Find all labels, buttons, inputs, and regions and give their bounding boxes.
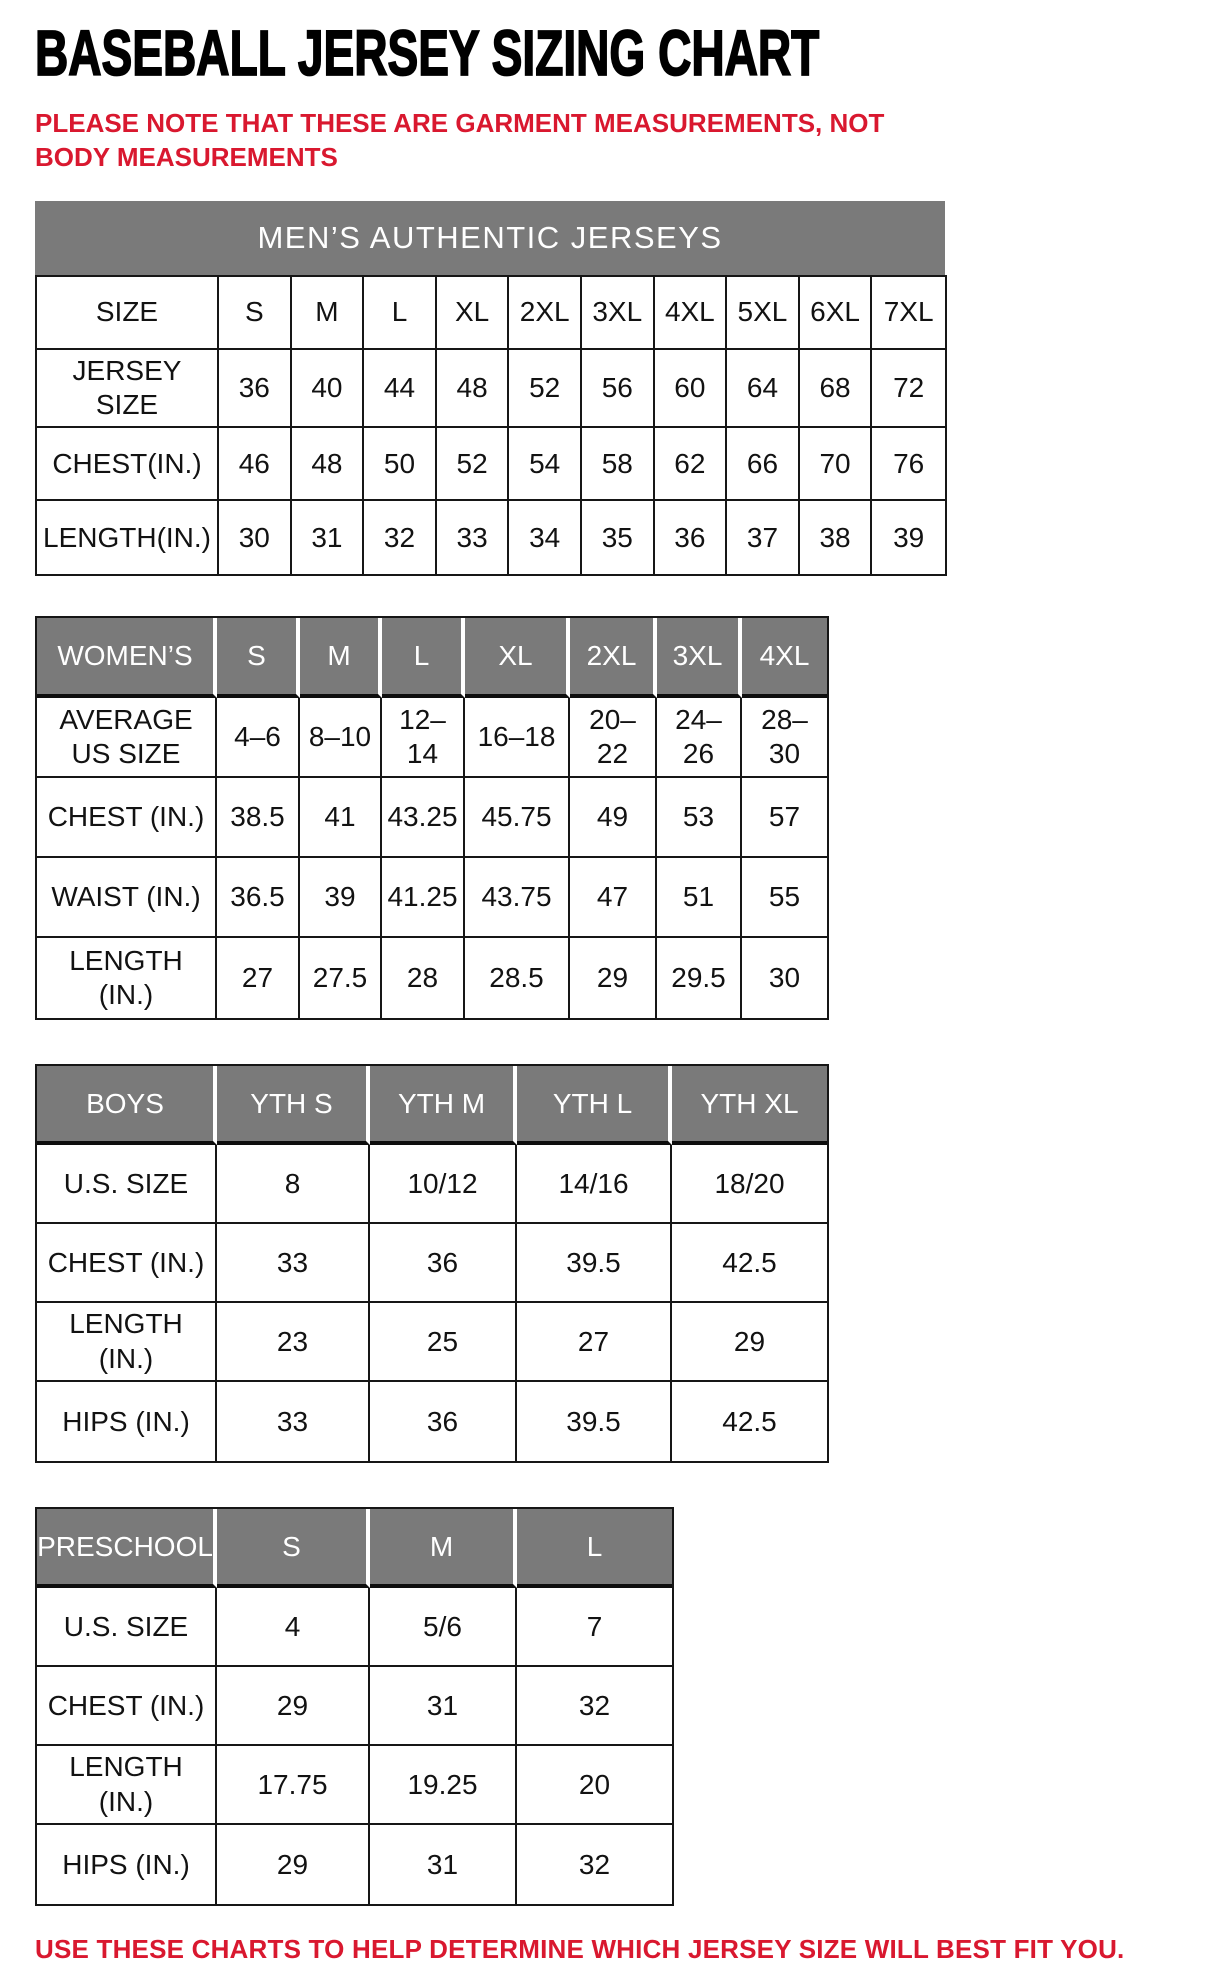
boys-value-cell: 25	[370, 1303, 517, 1382]
mens-value-cell: 30	[219, 501, 292, 574]
mens-column-header: 2XL	[509, 277, 582, 350]
womens-column-header: 3XL	[657, 618, 742, 698]
womens-value-cell: 29	[570, 938, 657, 1018]
preschool-column-header: M	[370, 1509, 517, 1588]
mens-column-header: S	[219, 277, 292, 350]
womens-column-header: 2XL	[570, 618, 657, 698]
preschool-row-label: HIPS (IN.)	[37, 1825, 217, 1904]
mens-jerseys-table	[35, 201, 1185, 576]
mens-value-cell: 58	[582, 428, 655, 501]
mens-column-header: L	[364, 277, 437, 350]
boys-column-header: BOYS	[37, 1066, 217, 1145]
womens-value-cell: 27	[217, 938, 300, 1018]
womens-column-header: M	[300, 618, 382, 698]
mens-value-cell: 38	[800, 501, 873, 574]
boys-value-cell: 18/20	[672, 1145, 827, 1224]
page-title: BASEBALL JERSEY SIZING CHART	[35, 17, 820, 89]
boys-column-header: YTH M	[370, 1066, 517, 1145]
womens-column-header: 4XL	[742, 618, 827, 698]
mens-value-cell: 39	[893, 521, 925, 553]
mens-column-header: 4XL	[655, 277, 728, 350]
womens-value-cell: 41	[300, 778, 382, 858]
preschool-value-cell: 4	[217, 1588, 370, 1667]
mens-column-header: 5XL	[727, 277, 800, 350]
preschool-value-cell: 5/6	[370, 1588, 517, 1667]
mens-column-header: XL	[437, 277, 510, 350]
womens-value-cell: 4–6	[217, 698, 300, 778]
womens-value-cell: 45.75	[465, 778, 570, 858]
boys-value-cell: 8	[217, 1145, 370, 1224]
mens-value-cell: 50	[364, 428, 437, 501]
preschool-value-cell: 7	[517, 1588, 672, 1667]
boys-value-cell: 42.5	[672, 1224, 827, 1303]
womens-column-header: WOMEN’S	[37, 618, 217, 698]
boys-value-cell: 14/16	[517, 1145, 672, 1224]
boys-value-cell: 36	[370, 1224, 517, 1303]
boys-jerseys-table	[35, 1064, 1185, 1463]
womens-grid	[35, 616, 829, 1020]
mens-value-cell: 40	[292, 350, 365, 428]
boys-value-cell: 42.5	[722, 1405, 777, 1437]
womens-value-cell: 36.5	[217, 858, 300, 938]
mens-value-cell: 46	[219, 428, 292, 501]
preschool-column-header: S	[217, 1509, 370, 1588]
preschool-column-header: L	[517, 1509, 672, 1588]
preschool-row-label: CHEST (IN.)	[37, 1667, 217, 1746]
boys-column-header: YTH S	[217, 1066, 370, 1145]
preschool-value-cell: 32	[578, 1848, 611, 1880]
womens-row-label: AVERAGE US SIZE	[37, 698, 217, 778]
mens-value-cell: 76	[872, 428, 945, 501]
womens-value-cell: 55	[742, 858, 827, 938]
mens-value-cell: 35	[582, 501, 655, 574]
boys-value-cell: 23	[217, 1303, 370, 1382]
mens-value-cell: 66	[727, 428, 800, 501]
preschool-value-cell: 20	[517, 1746, 672, 1825]
mens-value-cell: 32	[364, 501, 437, 574]
mens-column-header: 7XL	[872, 277, 945, 350]
mens-value-cell: 48	[437, 350, 510, 428]
boys-value-cell: 36	[370, 1382, 517, 1461]
boys-row-label: U.S. SIZE	[37, 1145, 217, 1224]
womens-value-cell: 28.5	[465, 938, 570, 1018]
womens-value-cell: 12–14	[382, 698, 465, 778]
preschool-value-cell: 29	[217, 1825, 370, 1904]
boys-value-cell: 33	[217, 1382, 370, 1461]
womens-value-cell: 41.25	[382, 858, 465, 938]
mens-row-label: JERSEY SIZE	[37, 350, 219, 428]
womens-column-header: L	[382, 618, 465, 698]
preschool-row-label: LENGTH (IN.)	[37, 1746, 217, 1825]
preschool-jerseys-table	[35, 1507, 1185, 1906]
mens-value-cell: 36	[655, 501, 728, 574]
womens-value-cell: 30	[768, 962, 801, 994]
womens-value-cell: 53	[657, 778, 742, 858]
mens-value-cell: 64	[727, 350, 800, 428]
womens-value-cell: 39	[300, 858, 382, 938]
womens-row-label: WAIST (IN.)	[37, 858, 217, 938]
boys-value-cell: 39.5	[517, 1382, 672, 1461]
boys-column-header: YTH XL	[672, 1066, 827, 1145]
mens-value-cell: 36	[219, 350, 292, 428]
womens-value-cell: 27.5	[300, 938, 382, 1018]
mens-value-cell: 60	[655, 350, 728, 428]
womens-row-label: LENGTH (IN.)	[37, 938, 217, 1018]
boys-value-cell: 33	[217, 1224, 370, 1303]
mens-column-header: 3XL	[582, 277, 655, 350]
boys-row-label: CHEST (IN.)	[37, 1224, 217, 1303]
preschool-grid	[35, 1507, 674, 1906]
boys-value-cell: 29	[672, 1303, 827, 1382]
fit-advice-footer: USE THESE CHARTS TO HELP DETERMINE WHICH JERSEY SIZE WILL BEST FIT YOU.	[35, 1934, 1125, 1965]
womens-value-cell: 43.25	[382, 778, 465, 858]
mens-value-cell: 52	[437, 428, 510, 501]
mens-row-label: LENGTH(IN.)	[37, 501, 219, 574]
boys-grid	[35, 1064, 829, 1463]
boys-value-cell: 10/12	[370, 1145, 517, 1224]
boys-value-cell: 39.5	[517, 1224, 672, 1303]
womens-value-cell: 16–18	[465, 698, 570, 778]
womens-value-cell: 28	[382, 938, 465, 1018]
mens-value-cell: 56	[582, 350, 655, 428]
boys-column-header: YTH L	[517, 1066, 672, 1145]
mens-value-cell: 68	[800, 350, 873, 428]
mens-value-cell: 44	[364, 350, 437, 428]
womens-value-cell: 49	[570, 778, 657, 858]
mens-banner: MEN’S AUTHENTIC JERSEYS	[35, 201, 945, 275]
womens-value-cell: 24–26	[657, 698, 742, 778]
mens-value-cell: 33	[437, 501, 510, 574]
womens-value-cell: 43.75	[465, 858, 570, 938]
preschool-value-cell: 32	[517, 1667, 672, 1746]
womens-value-cell: 51	[657, 858, 742, 938]
boys-row-label: HIPS (IN.)	[37, 1382, 217, 1461]
womens-value-cell: 8–10	[300, 698, 382, 778]
boys-row-label: LENGTH (IN.)	[37, 1303, 217, 1382]
mens-grid	[35, 275, 947, 576]
womens-value-cell: 47	[570, 858, 657, 938]
mens-value-cell: 31	[292, 501, 365, 574]
preschool-value-cell: 19.25	[370, 1746, 517, 1825]
mens-value-cell: 37	[727, 501, 800, 574]
womens-value-cell: 29.5	[657, 938, 742, 1018]
mens-column-header: SIZE	[37, 277, 219, 350]
womens-value-cell: 38.5	[217, 778, 300, 858]
mens-column-header: 6XL	[800, 277, 873, 350]
boys-value-cell: 27	[517, 1303, 672, 1382]
mens-value-cell: 52	[509, 350, 582, 428]
mens-value-cell: 54	[509, 428, 582, 501]
mens-value-cell: 34	[509, 501, 582, 574]
womens-row-label: CHEST (IN.)	[37, 778, 217, 858]
womens-column-header: XL	[465, 618, 570, 698]
mens-value-cell: 62	[655, 428, 728, 501]
mens-row-label: CHEST(IN.)	[37, 428, 219, 501]
preschool-row-label: U.S. SIZE	[37, 1588, 217, 1667]
womens-value-cell: 57	[742, 778, 827, 858]
garment-measurements-note: PLEASE NOTE THAT THESE ARE GARMENT MEASUREMENTS, NOT BODY MEASUREMENTS	[35, 108, 885, 172]
mens-column-header: M	[292, 277, 365, 350]
womens-jerseys-table	[35, 616, 1185, 1020]
womens-value-cell: 28–30	[742, 698, 827, 778]
preschool-value-cell: 31	[370, 1667, 517, 1746]
preschool-value-cell: 29	[217, 1667, 370, 1746]
mens-value-cell: 48	[292, 428, 365, 501]
womens-column-header: S	[217, 618, 300, 698]
preschool-value-cell: 17.75	[217, 1746, 370, 1825]
preschool-column-header: PRESCHOOL	[37, 1509, 217, 1588]
womens-value-cell: 20–22	[570, 698, 657, 778]
preschool-value-cell: 31	[370, 1825, 517, 1904]
mens-value-cell: 72	[872, 350, 945, 428]
mens-value-cell: 70	[800, 428, 873, 501]
